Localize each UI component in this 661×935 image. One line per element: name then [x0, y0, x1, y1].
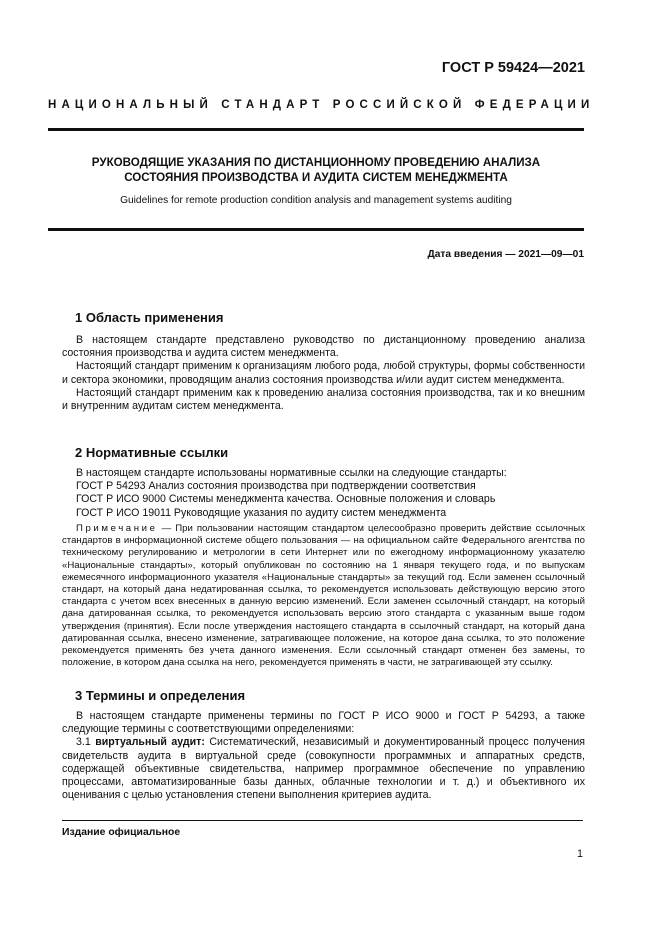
- note-text: — При пользовании настоящим стандартом целесообразно проверить действие ссылочных стандартов в информационной системе общего пользования — на официальном сайте Федерального агентства по техническому регулированию и метрологии в сети Интернет или по ежегодному информационному указателю «Национальные стандарты», который опубликован по состоянию на 1 января текущего года, и по выпускам ежемесячного информационного указателя «Национальные стандарты» за текущий год. Если заменен ссылочный стандарт, на который дана недатированная ссылка, то рекомендуется использовать действующую версию этого стандарта с учетом всех внесенных в данную версию изменений. Если заменен ссылочный стандарт, на который дана датированная ссылка, то рекомендуется использовать версию этого стандарта с указанным выше годом утверждения (принятия). Если после утверждения настоящего стандарта в ссылочный стандарт, на который дана датированная ссылка, внесено изменение, затрагивающее положение, на которое дана ссылка, то это положение рекомендуется применять без учета данного изменения. Если ссылочный стандарт отменен без замены, то положение, в котором дана ссылка на него, рекомендуется применять в части, не затрагивающей эту ссылку.: [62, 523, 585, 669]
- section-3-body: [62, 710, 585, 802]
- section-1: [62, 309, 585, 327]
- term-number: 3.1: [76, 736, 96, 749]
- reference-item: ГОСТ Р 54293 Анализ состояния производства при подтверждении соответствия: [76, 480, 476, 493]
- section-1-body: [62, 334, 585, 413]
- section-2: [62, 444, 585, 462]
- section-3-intro: В настоящем стандарте применены термины по ГОСТ Р ИСО 9000 и ГОСТ Р 54293, а также следующие термины с соответствующими определениями:: [62, 710, 585, 736]
- page-number: 1: [576, 848, 583, 860]
- document-title: [48, 155, 584, 185]
- note-label: Примечание: [76, 523, 158, 534]
- section-2-body: [62, 467, 585, 520]
- section-2-intro: В настоящем стандарте использованы нормативные ссылки на следующие стандарты:: [76, 467, 507, 479]
- bottom-rule: [48, 228, 584, 231]
- section-3-heading: 3 Термины и определения: [75, 688, 246, 703]
- introduction-date: Дата введения — 2021—09—01: [427, 249, 584, 260]
- reference-item: ГОСТ Р ИСО 9000 Системы менеджмента качества. Основные положения и словарь: [76, 493, 496, 506]
- section-1-paragraph-2: Настоящий стандарт применим к организациям любого рода, любой структуры, формы собственности и сектора экономики, проводящим анализ состояния производства и/или аудит систем менеджмента.: [62, 360, 585, 386]
- official-edition: Издание официальное: [62, 827, 181, 838]
- section-2-heading: 2 Нормативные ссылки: [75, 445, 229, 460]
- term-definition: Систематический, независимый и документированный процесс получения свидетельств аудита в виртуальной среде (совокупности программных и аппаратных средств, содержащей объективные свидетельства, например программное обеспечение по управлению процессами, автоматизированные базы данных, облачные технологии и т. д.) и объективного их оценивания с целью установления степени выполнения критериев аудита.: [62, 736, 585, 802]
- section-1-heading: 1 Область применения: [75, 310, 224, 325]
- top-rule: [48, 128, 584, 131]
- section-3: [62, 687, 585, 705]
- english-title: Guidelines for remote production condition analysis and management systems auditing: [120, 195, 512, 206]
- title-line-2: СОСТОЯНИЯ ПРОИЗВОДСТВА И АУДИТА СИСТЕМ МЕНЕДЖМЕНТА: [124, 171, 508, 184]
- term-3-1: [62, 736, 585, 802]
- footer-rule: [62, 820, 583, 821]
- section-1-paragraph-3: Настоящий стандарт применим как к проведению анализа состояния производства, так и ко внешним и внутренним аудитам систем менеджмента.: [62, 386, 585, 413]
- title-line-1: РУКОВОДЯЩИЕ УКАЗАНИЯ ПО ДИСТАНЦИОННОМУ ПРОВЕДЕНИЮ АНАЛИЗА: [91, 156, 541, 169]
- term-name: виртуальный аудит:: [95, 736, 205, 749]
- doc-code: ГОСТ Р 59424—2021: [441, 60, 585, 76]
- section-2-note: [62, 523, 585, 669]
- section-1-paragraph-1: В настоящем стандарте представлено руководство по дистанционному проведению анализа состояния производства и аудита систем менеджмента.: [62, 334, 585, 360]
- reference-item: ГОСТ Р ИСО 19011 Руководящие указания по аудиту систем менеджмента: [76, 506, 447, 519]
- national-standard-banner: НАЦИОНАЛЬНЫЙ СТАНДАРТ РОССИЙСКОЙ ФЕДЕРАЦИИ: [48, 99, 595, 111]
